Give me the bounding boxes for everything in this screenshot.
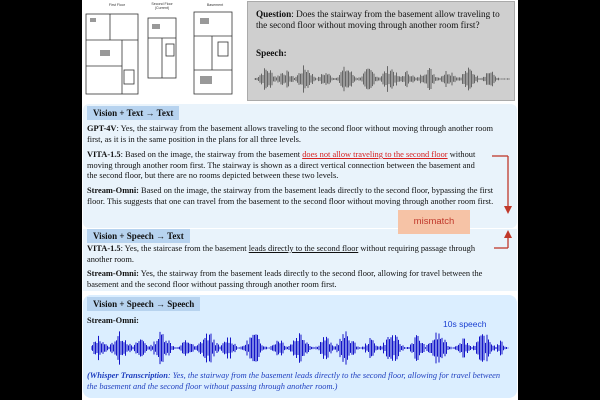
plan-label-second: Second Floor (Current) bbox=[151, 2, 173, 10]
vita-text-before-1: : Based on the image, the stairway from the basement bbox=[120, 150, 303, 159]
section3-header: Vision + Speech → Speech bbox=[87, 297, 200, 311]
section2-header: Vision + Speech → Text bbox=[87, 229, 190, 243]
vita-text-after-1: without moving through another room first. The stairway is shown as a direct vertical connection between the basement and the second floor, but there are no rooms depicted between these two levels. bbox=[87, 150, 476, 181]
duration-label: 10s speech bbox=[443, 319, 487, 329]
vita-model-2: VITA-1.5 bbox=[87, 244, 121, 253]
stream-omni-model-1: Stream-Omni: bbox=[87, 186, 139, 195]
speech-label: Speech: bbox=[256, 48, 287, 58]
whisper-text: : Yes, the stairway from the basement leads directly to the second floor, allowing for travel between the basement and the second floor without passing through another room.) bbox=[87, 371, 501, 391]
figure-panel bbox=[82, 0, 518, 400]
stream-omni-label-3: Stream-Omni: bbox=[87, 316, 139, 325]
mismatch-arrows bbox=[82, 0, 518, 400]
stream-omni-text-2: Yes, the stairway from the basement leads directly to the second floor, allowing for travel between the basement and the second floor without passing through another room first. bbox=[87, 269, 483, 289]
vita-highlight-underline: leads directly to the second floor bbox=[248, 244, 359, 253]
arrow-head-up bbox=[504, 230, 512, 238]
section1-header: Vision + Text → Text bbox=[87, 106, 179, 120]
gpt4v-model: GPT-4V bbox=[87, 124, 117, 133]
gpt4v-text: : Yes, the stairway from the basement allows traveling to the second floor without moving through another room first, as it is in the same position in the plans for all three levels. bbox=[87, 124, 494, 144]
mismatch-badge: mismatch bbox=[398, 210, 470, 234]
question-label: Question bbox=[256, 9, 292, 19]
vita-text-before-2: : Yes, the staircase from the basement bbox=[120, 244, 249, 253]
stream-omni-text-1: Based on the image, the stairway from the basement leads directly to the second floor, bypassing the first floor. This suggests that one can travel from the basement to the second floor without moving through another room first. bbox=[87, 186, 494, 206]
vita-highlight-red: does not allow traveling to the second floor bbox=[302, 150, 448, 159]
stream-omni-model-2: Stream-Omni: bbox=[87, 269, 139, 278]
arrow-head-down bbox=[504, 206, 512, 214]
whisper-label: (Whisper Transcription bbox=[87, 371, 168, 380]
question-text: : Does the stairway from the basement allow traveling to the second floor without moving through another room first? bbox=[256, 9, 500, 30]
plan-label-first: First Floor bbox=[108, 3, 126, 7]
vita-text-after-2: without requiring passage through another room. bbox=[87, 244, 476, 264]
vita-model-1: VITA-1.5 bbox=[87, 150, 121, 159]
plan-label-basement: Basement bbox=[206, 3, 224, 7]
